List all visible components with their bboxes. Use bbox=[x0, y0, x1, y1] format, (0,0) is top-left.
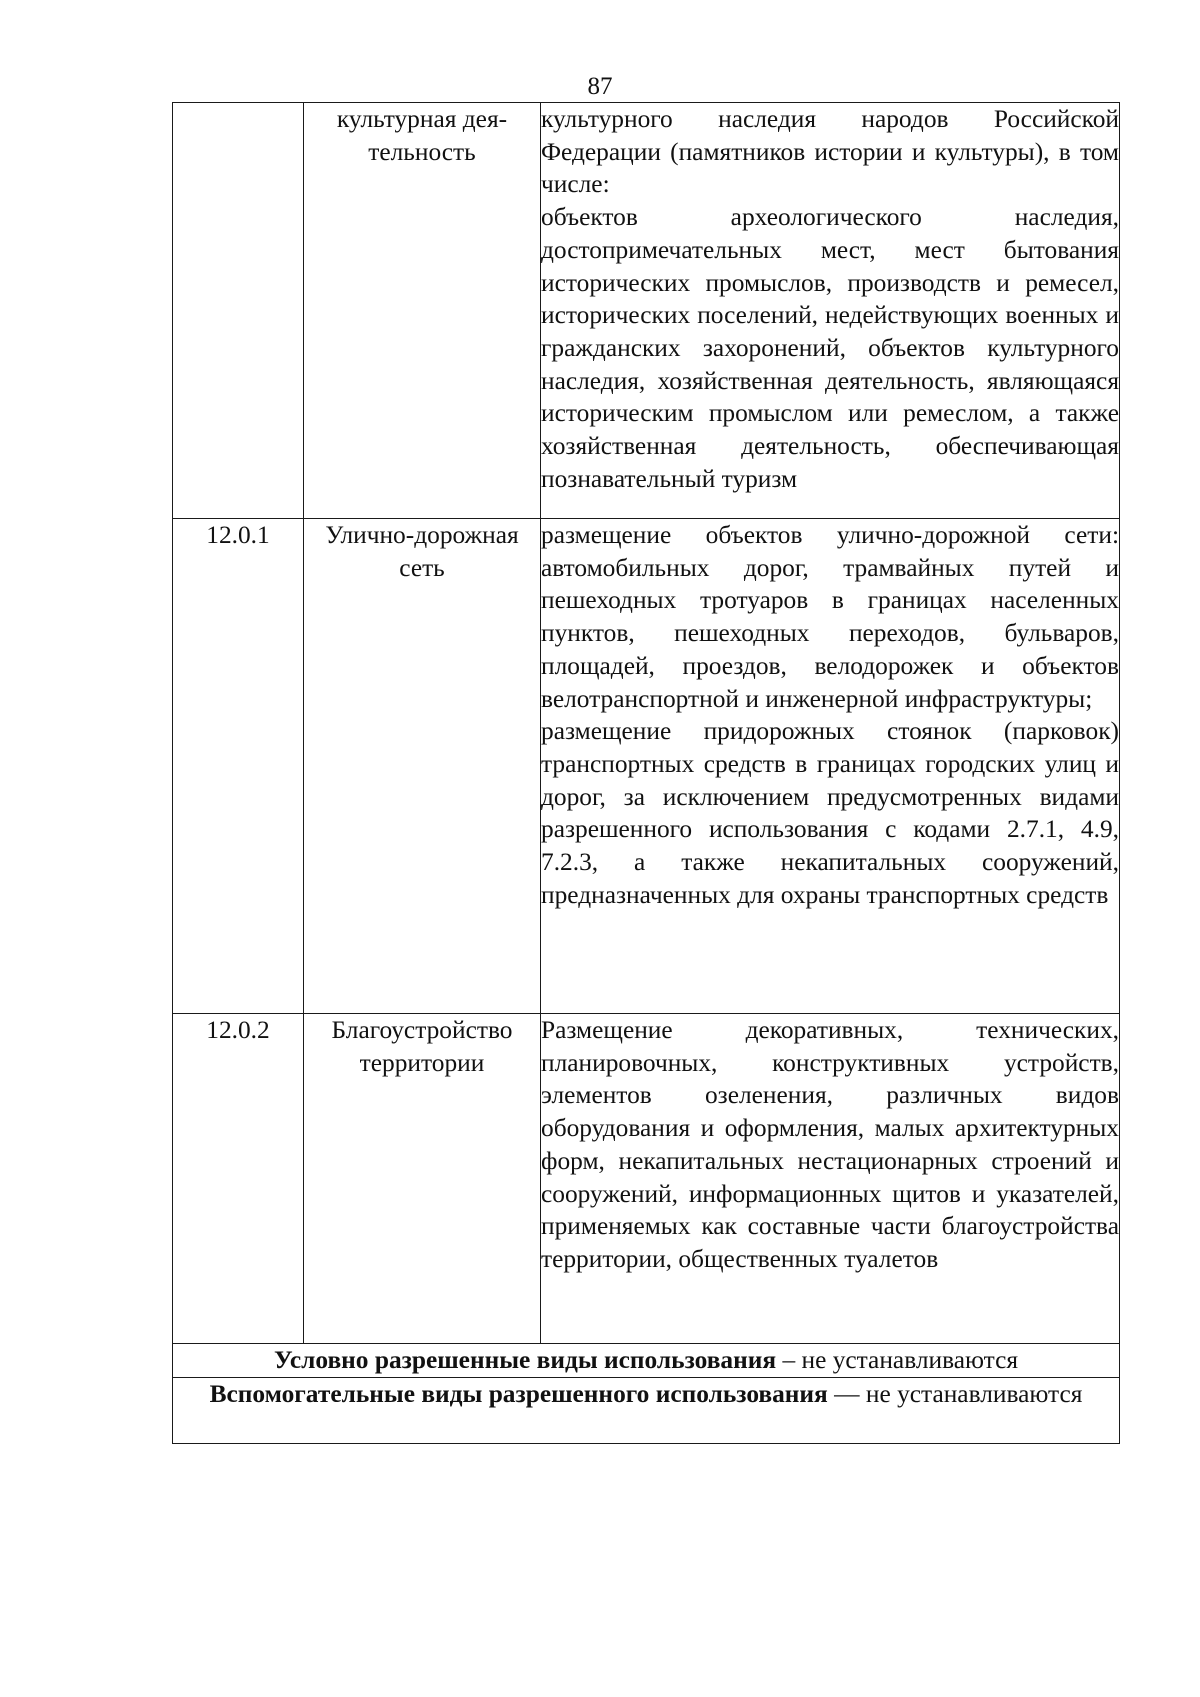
table-row bbox=[173, 1014, 1120, 1344]
conditional-uses-status: – не устанавливаются bbox=[776, 1346, 1019, 1374]
row-description bbox=[541, 1014, 1120, 1344]
table-row bbox=[173, 519, 1120, 1014]
description-paragraph: размещение объектов улично-дорожной сети: автомобильных дорог, трамвайных путей и пешеходных тротуаров в границах населенных пунктов, пешеходных переходов, бульваров, площадей, проездов, велодорожек и объектов велотранспортной и инженерной инфраструктуры; bbox=[541, 521, 1119, 713]
description-paragraph: культурного наследия народов Российской Федерации (памятников истории и культуры), в том числе: bbox=[541, 105, 1119, 199]
row-description bbox=[541, 103, 1120, 519]
row-name: Улично-дорожная сеть bbox=[304, 519, 541, 1014]
auxiliary-uses-heading: Вспомогательные виды разрешенного использования bbox=[209, 1379, 828, 1408]
row-code: 12.0.1 bbox=[173, 519, 304, 1014]
description-paragraph: Размещение декоративных, технических, планировочных, конструктивных устройств, элементов озеленения, различных видов оборудования и оформления, малых архитектурных форм, некапитальных нестационарных строений и сооружений, информационных щитов и указателей, применяемых как составные части благоустройства территории, общественных туалетов bbox=[541, 1016, 1119, 1273]
land-use-table bbox=[172, 102, 1120, 1444]
conditional-uses-heading: Условно разрешенные виды использования bbox=[273, 1346, 777, 1374]
conditional-uses-row bbox=[173, 1344, 1120, 1378]
table-row bbox=[173, 103, 1120, 519]
row-code bbox=[173, 103, 304, 519]
auxiliary-uses-status: — не устанавливаются bbox=[827, 1379, 1083, 1408]
row-code: 12.0.2 bbox=[173, 1014, 304, 1344]
row-name: Благоустройство территории bbox=[304, 1014, 541, 1344]
description-paragraph: объектов археологического наследия, достопримечательных мест, мест бытования исторических промыслов, производств и ремесел, исторических поселений, недействующих военных и гражданских захоронений, объектов культурного наследия, хозяйственная деятельность, являющаяся историческим промыслом или ремеслом, а также хозяйственная деятельность, обеспечивающая познавательный туризм bbox=[541, 203, 1119, 493]
auxiliary-uses-row bbox=[173, 1377, 1120, 1443]
description-paragraph: размещение придорожных стоянок (парковок) транспортных средств в границах городских улиц и дорог, за исключением предусмотренных видами разрешенного использования с кодами 2.7.1, 4.9, 7.2.3, а также некапитальных сооружений, предназначенных для охраны транспортных средств bbox=[541, 717, 1119, 909]
row-description bbox=[541, 519, 1120, 1014]
conditional-uses-cell bbox=[173, 1344, 1120, 1378]
page-number: 87 bbox=[587, 73, 613, 100]
row-name: культурная дея-тельность bbox=[304, 103, 541, 519]
auxiliary-uses-cell bbox=[173, 1377, 1120, 1443]
